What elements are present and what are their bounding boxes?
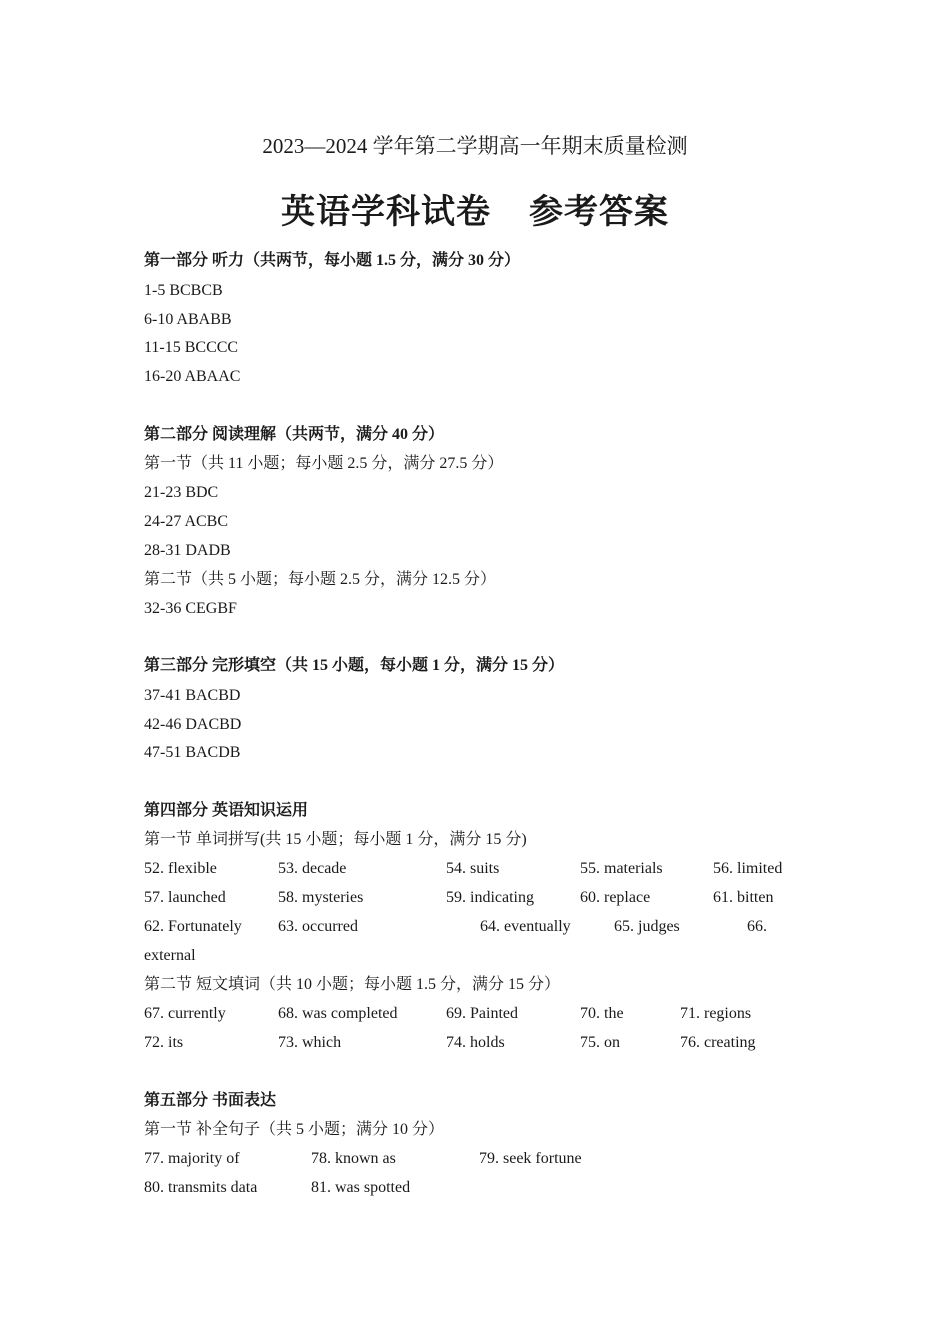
word-answer: 59. indicating xyxy=(446,889,534,906)
part3-answer: 47-51 BACDB xyxy=(144,744,241,761)
word-answer-wrap: external xyxy=(144,947,196,964)
part3-answer: 37-41 BACBD xyxy=(144,687,241,704)
part1-answer: 16-20 ABAAC xyxy=(144,368,241,385)
subtitle-right: 参考答案 xyxy=(529,194,669,231)
word-answer: 58. mysteries xyxy=(278,889,364,906)
sentence-answer: 77. majority of xyxy=(144,1150,240,1167)
document-subtitle xyxy=(0,184,950,233)
fill-answer: 74. holds xyxy=(446,1034,505,1051)
part2-answer: 32-36 CEGBF xyxy=(144,600,237,617)
part3-heading: 第三部分 完形填空（共 15 小题，每小题 1 分，满分 15 分） xyxy=(144,657,565,674)
part1-answer: 1-5 BCBCB xyxy=(144,282,223,299)
fill-answer: 71. regions xyxy=(680,1005,752,1022)
sentence-answer: 81. was spotted xyxy=(311,1179,411,1196)
part5-section1-heading: 第一节 补全句子（共 5 小题；满分 10 分） xyxy=(144,1121,445,1138)
part3-answer: 42-46 DACBD xyxy=(144,716,242,733)
word-answer: 52. flexible xyxy=(144,860,217,877)
part2-heading: 第二部分 阅读理解（共两节，满分 40 分） xyxy=(144,426,445,443)
fill-answer: 68. was completed xyxy=(278,1005,398,1022)
fill-answer: 70. the xyxy=(580,1005,624,1022)
part1-answer: 6-10 ABABB xyxy=(144,311,232,328)
part2-section1-heading: 第一节（共 11 小题；每小题 2.5 分，满分 27.5 分） xyxy=(144,455,504,472)
part2-answer: 28-31 DADB xyxy=(144,542,231,559)
word-answer: 62. Fortunately xyxy=(144,918,242,935)
sentence-answer: 80. transmits data xyxy=(144,1179,258,1196)
word-answer: 55. materials xyxy=(580,860,663,877)
part2-answer: 24-27 ACBC xyxy=(144,513,229,530)
part5-heading: 第五部分 书面表达 xyxy=(144,1092,277,1109)
word-answer: 63. occurred xyxy=(278,918,358,935)
sentence-answer: 79. seek fortune xyxy=(479,1150,582,1167)
part4-section1-heading: 第一节 单词拼写(共 15 小题；每小题 1 分，满分 15 分) xyxy=(144,831,527,848)
word-answer: 64. eventually xyxy=(480,918,571,935)
word-answer: 56. limited xyxy=(713,860,783,877)
word-answer: 54. suits xyxy=(446,860,500,877)
word-answer: 61. bitten xyxy=(713,889,774,906)
word-answer: 53. decade xyxy=(278,860,347,877)
part4-heading: 第四部分 英语知识运用 xyxy=(144,802,309,819)
part2-section2-heading: 第二节（共 5 小题；每小题 2.5 分，满分 12.5 分） xyxy=(144,571,497,588)
word-answer: 65. judges xyxy=(614,918,680,935)
fill-answer: 69. Painted xyxy=(446,1005,518,1022)
sentence-answer: 78. known as xyxy=(311,1150,396,1167)
subtitle-left: 英语学科试卷 xyxy=(281,194,491,231)
word-answer: 57. launched xyxy=(144,889,226,906)
fill-answer: 75. on xyxy=(580,1034,620,1051)
word-answer: 60. replace xyxy=(580,889,651,906)
document-title: 2023—2024 学年第二学期高一年期末质量检测 xyxy=(262,134,688,158)
fill-answer: 73. which xyxy=(278,1034,342,1051)
fill-answer: 67. currently xyxy=(144,1005,226,1022)
word-answer: 66. xyxy=(747,918,767,935)
part1-heading: 第一部分 听力（共两节，每小题 1.5 分，满分 30 分） xyxy=(144,252,521,269)
part2-answer: 21-23 BDC xyxy=(144,484,219,501)
fill-answer: 72. its xyxy=(144,1034,184,1051)
part1-answer: 11-15 BCCCC xyxy=(144,339,239,356)
part4-section2-heading: 第二节 短文填词（共 10 小题；每小题 1.5 分，满分 15 分） xyxy=(144,976,561,993)
fill-answer: 76. creating xyxy=(680,1034,756,1051)
